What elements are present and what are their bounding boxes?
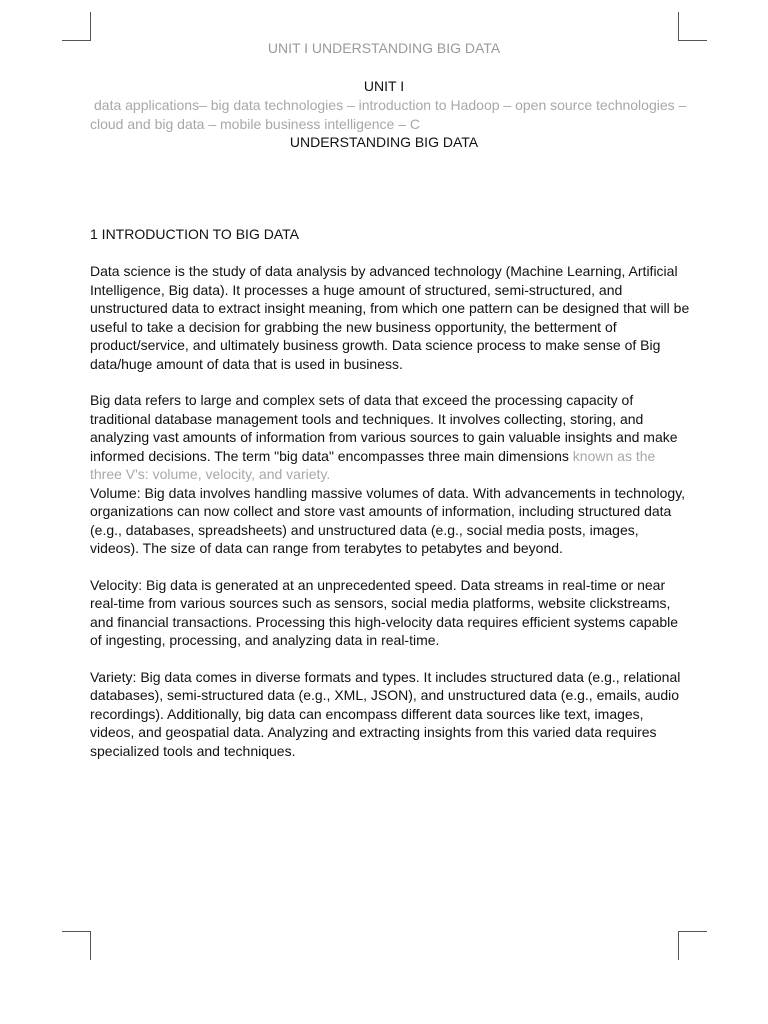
crop-mark-bottom-left xyxy=(62,931,91,960)
topics-line: data applications– big data technologies – introduction to Hadoop – open source technologies – cloud and big data – mobile business intelligence – C xyxy=(90,97,687,132)
paragraph-data-science: Data science is the study of data analysis by advanced technology (Machine Learning, Artificial Intelligence, Big data). It processes a huge amount of structured, semi-structured, and unstructured data to extract insight meaning, from which one pattern can be designed that will be useful to take a decision for grabbing the new business opportunity, the betterment of product/service, and ultimately business growth. Data science process to make sense of Big data/huge amount of data that is used in business. xyxy=(90,263,690,372)
big-data-intro-text: Big data refers to large and complex sets of data that exceed the processing capacity of traditional database management tools and techniques. It involves collecting, storing, and analyzing vast amounts of information from various sources to gain valuable insights and make informed decisions. The term "big data" encompasses three main dimensions xyxy=(90,392,678,464)
document-body xyxy=(90,262,690,778)
paragraph-volume: Volume: Big data involves handling massive volumes of data. With advancements in technology, organizations can now collect and store vast amounts of information, including structured data (e.g., databases, spreadsheets) and unstructured data (e.g., social media posts, images, videos). The size of data can range from terabytes to petabytes and beyond. xyxy=(90,484,686,556)
unit-title: UNDERSTANDING BIG DATA xyxy=(289,134,479,150)
big-data-intro-faded-text: known as the three V's: volume, velocity, and variety. xyxy=(90,447,656,482)
running-header: UNIT I UNDERSTANDING BIG DATA xyxy=(267,40,501,56)
paragraph-big-data-intro xyxy=(90,391,690,484)
crop-mark-top-right xyxy=(678,12,707,41)
paragraph-variety: Variety: Big data comes in diverse formats and types. It includes structured data (e.g., relational databases), semi-structured data (e.g., XML, JSON), and unstructured data (e.g., emails, audio recordings). Additionally, big data can encompass different data sources like text, images, videos, and geospatial data. Analyzing and extracting insights from this varied data requires specialized tools and techniques. xyxy=(90,668,681,759)
crop-mark-bottom-right xyxy=(678,931,707,960)
unit-label: UNIT I xyxy=(363,78,405,94)
crop-mark-top-left xyxy=(62,12,91,41)
paragraph-velocity: Velocity: Big data is generated at an unprecedented speed. Data streams in real-time or near real-time from various sources such as sensors, social media platforms, website clickstreams, and financial transactions. Processing this high-velocity data requires efficient systems capable of ingesting, processing, and analyzing data in real-time. xyxy=(90,576,679,648)
section-heading: 1 INTRODUCTION TO BIG DATA xyxy=(90,226,299,242)
